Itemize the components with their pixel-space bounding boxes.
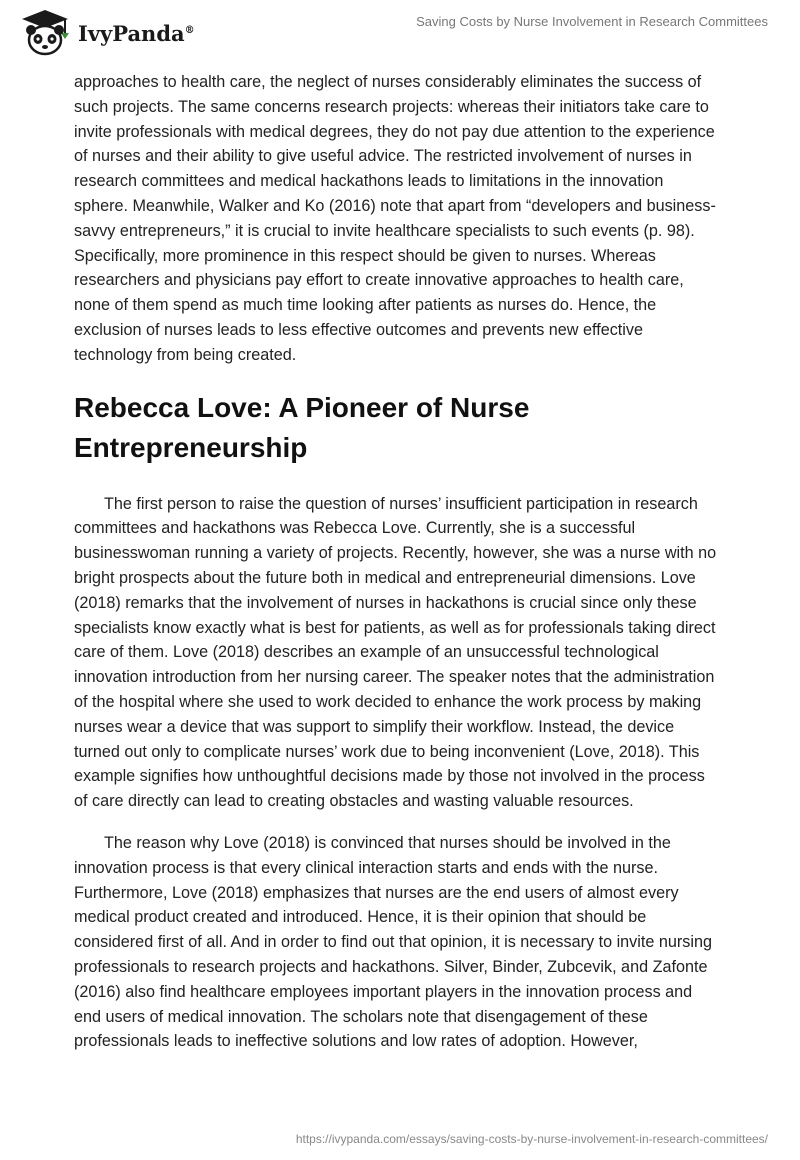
page-header (0, 0, 800, 62)
paragraph: The reason why Love (2018) is convinced that nurses should be involved in the innovation process is that every clinical interaction starts and ends with the nurse. Furthermore, Love (2018) emphasizes that nurses are the end users of almost every medical product created and introduced. Hence, it is their opinion that should be considered first of all. And in order to find out that opinion, it is necessary to invite nursing professionals to research projects and hackathons. Silver, Binder, Zubcevik, and Zafonte (2016) also find healthcare employees important players in the innovation process and end users of medical innovation. The scholars note that disengagement of these professionals leads to ineffective solutions and low rates of adoption. However, (74, 833, 712, 1051)
brand-logo[interactable] (14, 8, 195, 58)
paragraph: The first person to raise the question of nurses’ insufficient participation in research committees and hackathons was Rebecca Love. Currently, she is a successful businesswoman running a variety of projects. Recently, however, she was a nurse with no bright prospects about the future both in medical and entrepreneurial dimensions. Love (2018) remarks that the involvement of nurses in hackathons is crucial since only these specialists know exactly what is best for patients, as well as for professionals taking direct care of them. Love (2018) describes an example of an unsuccessful technological innovation introduction from her nursing career. The speaker notes that the administration of the hospital where she used to work decided to enhance the work process by making nurses wear a device that was support to simplify their workflow. Instead, the device turned out only to complicate nurses’ work due to being inconvenient (Love, 2018). This example signifies how unthoughtful decisions made by those not involved in the process of care directly can lead to creating obstacles and wasting valuable resources. (74, 494, 717, 811)
document-title: Saving Costs by Nurse Involvement in Research Committees (416, 14, 768, 29)
essay-content (74, 70, 720, 1054)
panda-graduate-icon (14, 8, 76, 58)
brand-name: IvyPanda® (78, 20, 195, 46)
source-url[interactable]: https://ivypanda.com/essays/saving-costs-by-nurse-involvement-in-research-committees/ (295, 1132, 768, 1146)
paragraph: approaches to health care, the neglect of nurses considerably eliminates the success of such projects. The same concerns research projects: whereas their initiators take care to invite professionals with medical degrees, they do not pay due attention to the experience of nurses and their ability to give useful advice. The restricted involvement of nurses in research committees and medical hackathons leads to limitations in the innovation sphere. Meanwhile, Walker and Ko (2016) note that apart from “developers and business-savvy entrepreneurs,” it is crucial to invite healthcare specialists to such events (p. 98). Specifically, more prominence in this respect should be given to nurses. Whereas researchers and physicians pay effort to create innovative approaches to health care, none of them spend as much time looking after patients as nurses do. Hence, the exclusion of nurses leads to less effective outcomes and prevents new effective technology from being created. (74, 73, 716, 364)
section-heading: Rebecca Love: A Pioneer of Nurse Entrepreneurship (74, 391, 530, 463)
